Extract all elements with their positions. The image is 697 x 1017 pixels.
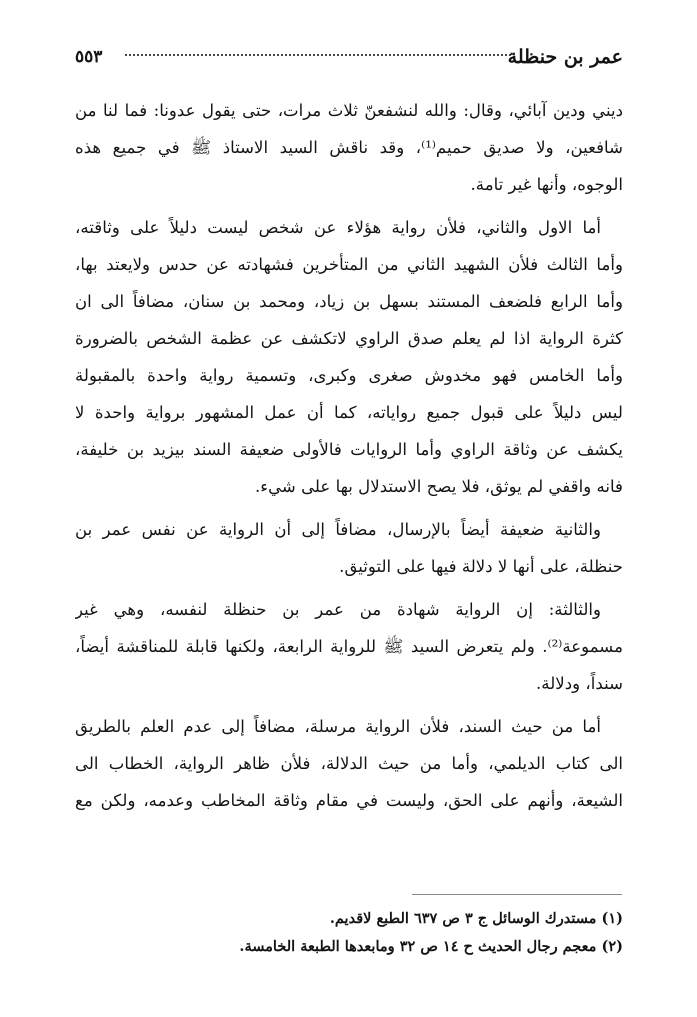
paragraph [75,92,623,203]
running-header [75,42,623,72]
text-line: يكشف عن وثاقة الراوي وأما الروايات فالأولى ضعيفة السند بيزيد بن خليفة، [75,440,623,459]
footnote-divider [412,894,622,895]
footnote-1: (١) مستدرك الوسائل ج ٣ ص ٦٣٧ الطبع لاقديم. [329,910,623,927]
text-line: الوجوه، وأنها غير تامة. [470,175,623,194]
header-leader-dots [125,54,511,56]
text-line: مسموعة⁽²⁾. ولم يتعرض السيد ﷺ للرواية الرابعة، ولكنها قابلة للمناقشة أيضاً، [75,637,623,656]
text-line: وأما الرابع فلضعف المستند بسهل بن زياد، ومحمد بن سنان، مضافاً الى ان [75,292,623,311]
paragraph [75,209,623,505]
text-line: وأما الثالث فلأن الشهيد الثاني من المتأخرين فشهادته عن حدس ولايعتد بها، [75,255,623,274]
text-line: أما الاول والثاني، فلأن رواية هؤلاء عن شخص ليست دليلاً على وثاقته، [75,218,601,237]
text-line: ديني ودين آبائي، وقال: والله لنشفعنّ ثلاث مرات، حتى يقول عدونا: فما لنا من [75,101,623,120]
text-line: كثرة الرواية اذا لم يعلم صدق الراوي لاتكشف عن عظمة الشخص بالضرورة [75,329,623,348]
paragraph [75,511,623,585]
text-line: سنداً، ودلالة. [536,674,623,693]
footnotes [75,905,623,961]
text-line: شافعين، ولا صديق حميم⁽¹⁾، وقد ناقش السيد الاستاذ ﷺ في جميع هذه [75,138,623,157]
text-line: الشيعة، وأنهم على الحق، وليست في مقام وثاقة المخاطب وعدمه، ولكن مع [75,791,623,810]
text-line: فانه واقفي لم يوثق، فلا يصح الاستدلال بها على شيء. [255,477,623,496]
paragraph [75,591,623,702]
text-line: الى كتاب الديلمي، وأما من حيث الدلالة، فلأن ظاهر الرواية، الخطاب الى [75,754,623,773]
paragraph [75,708,623,819]
text-line: وأما الخامس فهو مخدوش صغرى وكبرى، وتسمية رواية واحدة بالمقبولة [75,366,623,385]
text-line: والثالثة: إن الرواية شهادة من عمر بن حنظلة لنفسه، وهي غير [75,600,601,619]
text-line: حنظلة، على أنها لا دلالة فيها على التوثيق. [339,557,623,576]
text-line: ليس دليلاً على قبول جميع رواياته، كما أن عمل المشهور برواية واحدة لا [75,403,623,422]
footnote-2: (٢) معجم رجال الحديث ح ١٤ ص ٣٢ ومابعدها الطبعة الخامسة. [239,938,623,955]
text-line: أما من حيث السند، فلأن الرواية مرسلة، مضافاً إلى عدم العلم بالطريق [75,717,601,736]
text-line: والثانية ضعيفة أيضاً بالإرسال، مضافاً إلى أن الرواية عن نفس عمر بن [75,520,601,539]
header-title: عمر بن حنظلة [507,46,623,68]
main-text [75,92,623,819]
page-number: ٥٥٣ [75,47,103,67]
